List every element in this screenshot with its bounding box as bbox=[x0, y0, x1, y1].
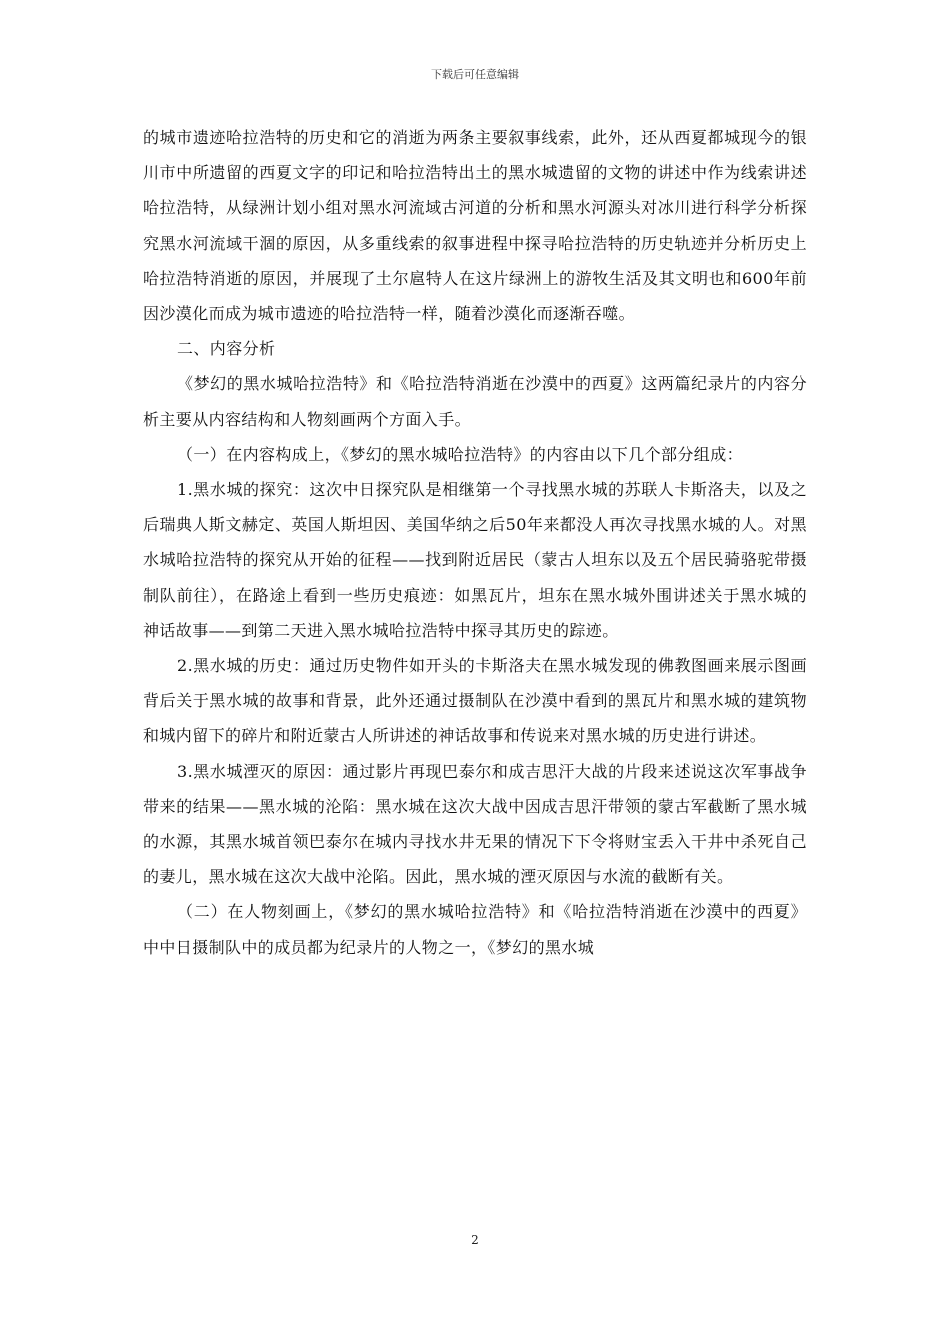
paragraph-intro: 《梦幻的黑水城哈拉浩特》和《哈拉浩特消逝在沙漠中的西夏》这两篇纪录片的内容分析主要从内容结构和人物刻画两个方面入手。 bbox=[143, 374, 807, 429]
list-item-history: 2.黑水城的历史：通过历史物件如开头的卡斯洛夫在黑水城发现的佛教图画来展示图画背后关于黑水城的故事和背景，此外还通过摄制队在沙漠中看到的黑瓦片和黑水城的建筑物和城内留下的碎片和附近蒙古人所讲述的神话故事和传说来对黑水城的历史进行讲述。 bbox=[143, 656, 807, 746]
page-header: 下载后可任意编辑 bbox=[431, 68, 519, 81]
subsection-heading-content: （一）在内容构成上，《梦幻的黑水城哈拉浩特》的内容由以下几个部分组成： bbox=[177, 444, 744, 464]
section-heading: 二、内容分析 bbox=[177, 339, 276, 359]
document-body bbox=[143, 120, 807, 965]
page-number: 2 bbox=[471, 1233, 479, 1247]
list-item-causes: 3.黑水城湮灭的原因：通过影片再现巴泰尔和成吉思汗大战的片段来述说这次军事战争带来的结果——黑水城的沦陷：黑水城在这次大战中因成吉思汗带领的蒙古军截断了黑水城的水源，其黑水城首领巴泰尔在城内寻找水井无果的情况下下令将财宝丢入干井中杀死自己的妻儿，黑水城在这次大战中沦陷。因此，黑水城的湮灭原因与水流的截断有关。 bbox=[143, 761, 807, 887]
subsection-heading-characters: （二）在人物刻画上，《梦幻的黑水城哈拉浩特》和《哈拉浩特消逝在沙漠中的西夏》中中日摄制队中的成员都为纪录片的人物之一，《梦幻的黑水城 bbox=[143, 902, 807, 957]
paragraph-continuation: 的城市遗迹哈拉浩特的历史和它的消逝为两条主要叙事线索，此外，还从西夏都城现今的银川市中所遗留的西夏文字的印记和哈拉浩特出土的黑水城遗留的文物的讲述中作为线索讲述哈拉浩特，从绿洲计划小组对黑水河流域古河道的分析和黑水河源头对冰川进行科学分析探究黑水河流域干涸的原因，从多重线索的叙事进程中探寻哈拉浩特的历史轨迹并分析历史上哈拉浩特消逝的原因，并展现了土尔扈特人在这片绿洲上的游牧生活及其文明也和600年前因沙漠化而成为城市遗迹的哈拉浩特一样，随着沙漠化而逐渐吞噬。 bbox=[143, 128, 807, 324]
list-item-exploration: 1.黑水城的探究：这次中日探究队是相继第一个寻找黑水城的苏联人卡斯洛夫，以及之后瑞典人斯文赫定、英国人斯坦因、美国华纳之后50年来都没人再次寻找黑水城的人。对黑水城哈拉浩特的探究从开始的征程——找到附近居民（蒙古人坦东以及五个居民骑骆驼带摄制队前往），在路途上看到一些历史痕迹：如黑瓦片，坦东在黑水城外围讲述关于黑水城的神话故事——到第二天进入黑水城哈拉浩特中探寻其历史的踪迹。 bbox=[143, 480, 807, 640]
